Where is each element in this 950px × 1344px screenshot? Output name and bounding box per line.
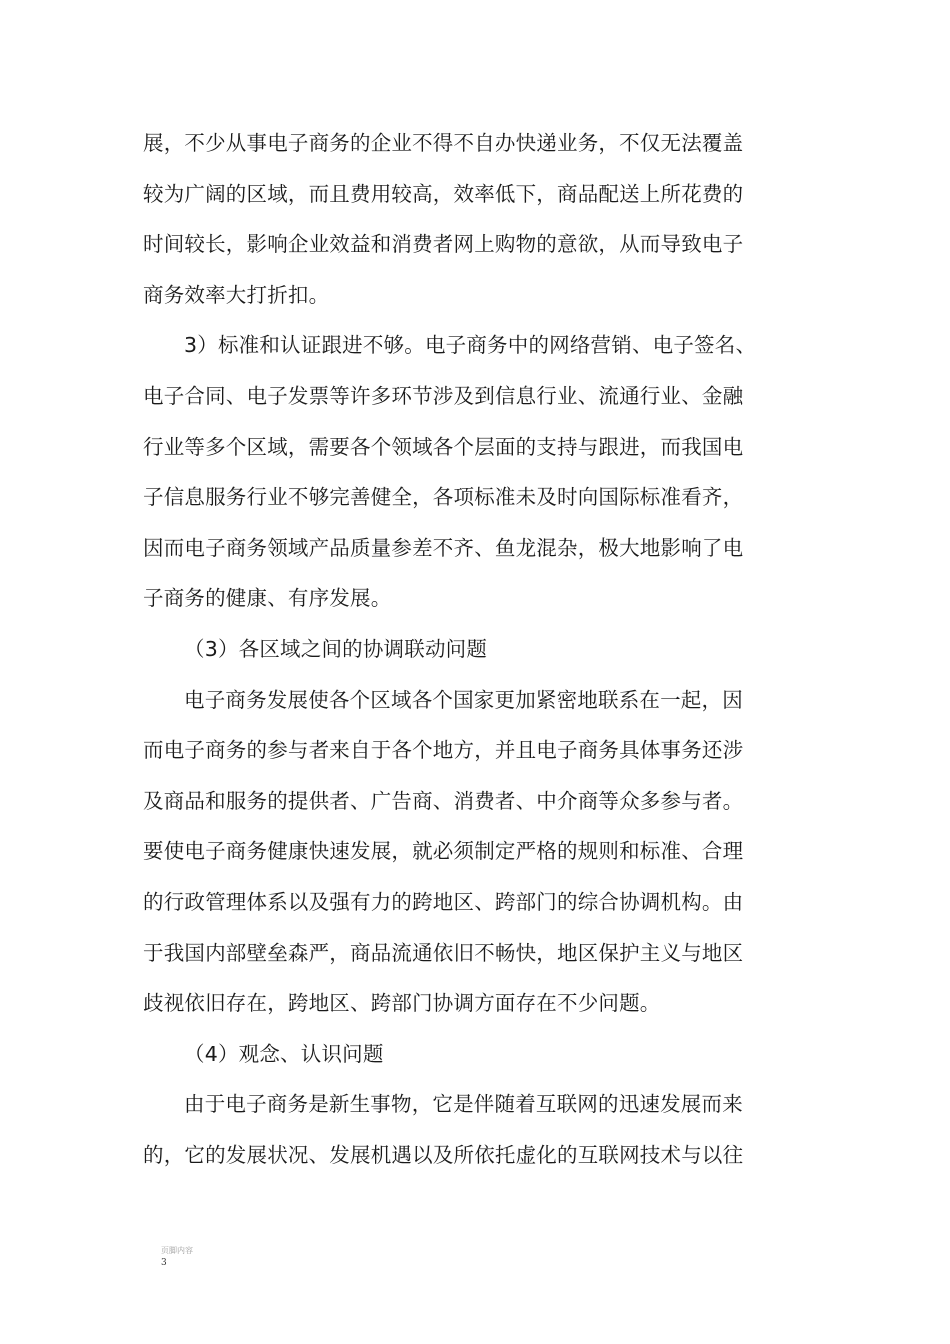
text-line: 于我国内部壁垒森严，商品流通依旧不畅快，地区保护主义与地区 — [143, 940, 744, 965]
text-line: 因而电子商务领域产品质量参差不齐、鱼龙混杂，极大地影响了电 — [143, 535, 744, 560]
text-line: 的，它的发展状况、发展机遇以及所依托虚化的互联网技术与以往 — [143, 1142, 744, 1167]
document-body — [143, 118, 808, 1180]
text-line: 电子合同、电子发票等许多环节涉及到信息行业、流通行业、金融 — [143, 383, 744, 408]
text-line: （3）各区域之间的协调联动问题 — [184, 636, 488, 661]
text-line: 行业等多个区域，需要各个领域各个层面的支持与跟进，而我国电 — [143, 434, 744, 459]
text-line: 商务效率大打折扣。 — [143, 282, 330, 307]
text-line: 及商品和服务的提供者、广告商、消费者、中介商等众多参与者。 — [143, 788, 744, 813]
text-line: 电子商务发展使各个区域各个国家更加紧密地联系在一起，因 — [184, 687, 743, 712]
text-line: （4）观念、认识问题 — [184, 1041, 384, 1066]
footer-label: 页脚内容 — [161, 1246, 193, 1255]
text-line: 展，不少从事电子商务的企业不得不自办快递业务，不仅无法覆盖 — [143, 131, 744, 155]
text-line: 3）标准和认证跟进不够。电子商务中的网络营销、电子签名、 — [184, 333, 757, 358]
text-line: 较为广阔的区域，而且费用较高，效率低下，商品配送上所花费的 — [143, 181, 744, 206]
text-line: 时间较长，影响企业效益和消费者网上购物的意欲，从而导致电子 — [143, 232, 744, 257]
text-line: 子信息服务行业不够完善健全，各项标准未及时向国际标准看齐， — [143, 485, 744, 510]
text-line: 的行政管理体系以及强有力的跨地区、跨部门的综合协调机构。由 — [143, 889, 744, 914]
text-line: 而电子商务的参与者来自于各个地方，并且电子商务具体事务还涉 — [143, 738, 744, 763]
text-line: 由于电子商务是新生事物，它是伴随着互联网的迅速发展而来 — [184, 1092, 743, 1117]
text-line: 子商务的健康、有序发展。 — [143, 586, 392, 611]
page-footer — [161, 1245, 193, 1269]
footer-page-number: 3 — [161, 1258, 167, 1268]
text-line: 歧视依旧存在，跨地区、跨部门协调方面存在不少问题。 — [143, 991, 661, 1016]
text-line: 要使电子商务健康快速发展，就必须制定严格的规则和标准、合理 — [143, 839, 744, 864]
